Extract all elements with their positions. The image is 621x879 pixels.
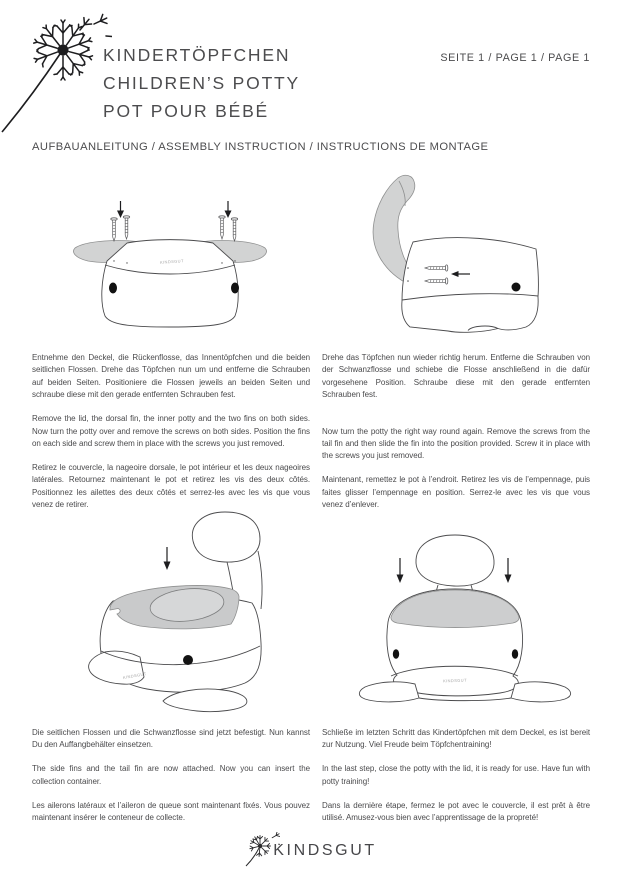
potty-brand-mark: KINDSGUT bbox=[122, 670, 147, 681]
lid bbox=[391, 590, 519, 628]
product-title bbox=[103, 41, 300, 125]
step-3-german: Die seitlichen Flossen und die Schwanzflosse sind jetzt befestigt. Nun kannst Du den Auffangbehälter einsetzen. bbox=[32, 728, 310, 750]
brand-name: KINDSGUT bbox=[273, 842, 377, 859]
illustration-step1-attach-side-fins bbox=[60, 175, 280, 345]
step-3-text bbox=[32, 727, 310, 836]
screw-icon bbox=[111, 216, 238, 241]
step-2-french: Maintenant, remettez le pot à l’endroit. Retirez les vis de l’empennage, puis faites glisser l’empennage en position. Serrez-le avec les vis que vous venez d’enlever. bbox=[322, 475, 590, 510]
step-1-french: Retirez le couvercle, la nageoire dorsale, le pot intérieur et les deux nageoires latérales. Retournez maintenant le pot et retirez les vis des deux côtés. Positionnez les ailettes des deux côtés et serrez-les avec les vis que vous venez de retirer. bbox=[32, 462, 310, 510]
step-2-english: Now turn the potty the right way round again. Remove the screws from the tail fin and then slide the fin into the position provided. Screw it in place with the screws you just removed. bbox=[322, 426, 590, 461]
illustration-step2-attach-tail-fin bbox=[340, 165, 570, 350]
step-1-german: Entnehme den Deckel, die Rückenflosse, das Innentöpfchen und die beiden seitlichen Flossen. Drehe das Töpfchen nun um und entferne die Schrauben auf beiden Seiten. Positioniere die Flossen jeweils an beiden Seiten und schraube diese mit den gerade entfernten Schrauben fest. bbox=[32, 353, 310, 400]
right-fin bbox=[511, 682, 571, 702]
step-4-english: In the last step, close the potty with the lid, it is ready for use. Have fun with potty training! bbox=[322, 764, 590, 786]
eye-right bbox=[512, 649, 518, 659]
illustration-step3-insert-container bbox=[85, 505, 295, 715]
step-4-german: Schließe im letzten Schritt das Kindertöpfchen mit dem Deckel, es ist bereit zur Nutzung. Viel Freude beim Töpfchentraining! bbox=[322, 728, 590, 750]
eye bbox=[512, 283, 521, 292]
illustration-step4-close-lid bbox=[355, 530, 575, 715]
tail-fin-back bbox=[416, 535, 494, 592]
brand-logo bbox=[0, 832, 621, 868]
step-3-french: Les ailerons latéraux et l’aileron de queue sont maintenant fixés. Vous pouvez maintenant insérer le conteneur de collecte. bbox=[32, 800, 310, 823]
left-fin bbox=[89, 651, 144, 684]
dandelion-logo-icon bbox=[0, 8, 112, 134]
floating-seeds bbox=[76, 14, 112, 43]
eye-right bbox=[231, 283, 239, 294]
eye bbox=[183, 655, 193, 665]
potty-body-upside-down bbox=[102, 240, 238, 327]
title-line-fr: POT POUR BÉBÉ bbox=[103, 101, 270, 121]
title-line-en: CHILDREN’S POTTY bbox=[103, 73, 301, 93]
step-1-english: Remove the lid, the dorsal fin, the inner potty and the two fins on both sides. Now turn the potty over and remove the screws on both sides. Position the fins on each side and screw them in place with the screws you just removed. bbox=[32, 414, 310, 448]
step-2-text bbox=[322, 352, 590, 523]
page-number: SEITE 1 / PAGE 1 / PAGE 1 bbox=[440, 52, 590, 64]
down-arrow-icon bbox=[117, 201, 232, 218]
down-arrow-icon bbox=[164, 547, 171, 570]
eye-left bbox=[109, 283, 117, 294]
section-heading: AUFBAUANLEITUNG / ASSEMBLY INSTRUCTION / INSTRUCTIONS DE MONTAGE bbox=[32, 141, 489, 153]
step-1-text bbox=[32, 352, 310, 523]
potty-brand-mark: KINDSGUT bbox=[159, 258, 184, 265]
step-2-german: Drehe das Töpfchen nun wieder richtig herum. Entferne die Schrauben von der Schwanzflosse und schiebe die Flosse anschließend in die dafür vorgesehene Position. Schraube diese mit den gerade entfernten Schrauben fest. bbox=[322, 353, 590, 400]
eye-left bbox=[393, 649, 399, 659]
title-line-de: KINDERTÖPFCHEN bbox=[103, 45, 291, 65]
step-4-french: Dans la dernière étape, fermez le pot avec le couvercle, il est prêt à être utilisé. Amusez-vous bien avec l’apprentissage de la propreté! bbox=[322, 800, 590, 823]
base-edge bbox=[419, 698, 511, 701]
potty-brand-mark: KINDSGUT bbox=[442, 677, 467, 684]
step-3-english: The side fins and the tail fin are now attached. Now you can insert the collection container. bbox=[32, 764, 310, 786]
step-4-text bbox=[322, 727, 590, 836]
left-fin bbox=[359, 682, 419, 702]
seat-opening bbox=[110, 585, 239, 629]
